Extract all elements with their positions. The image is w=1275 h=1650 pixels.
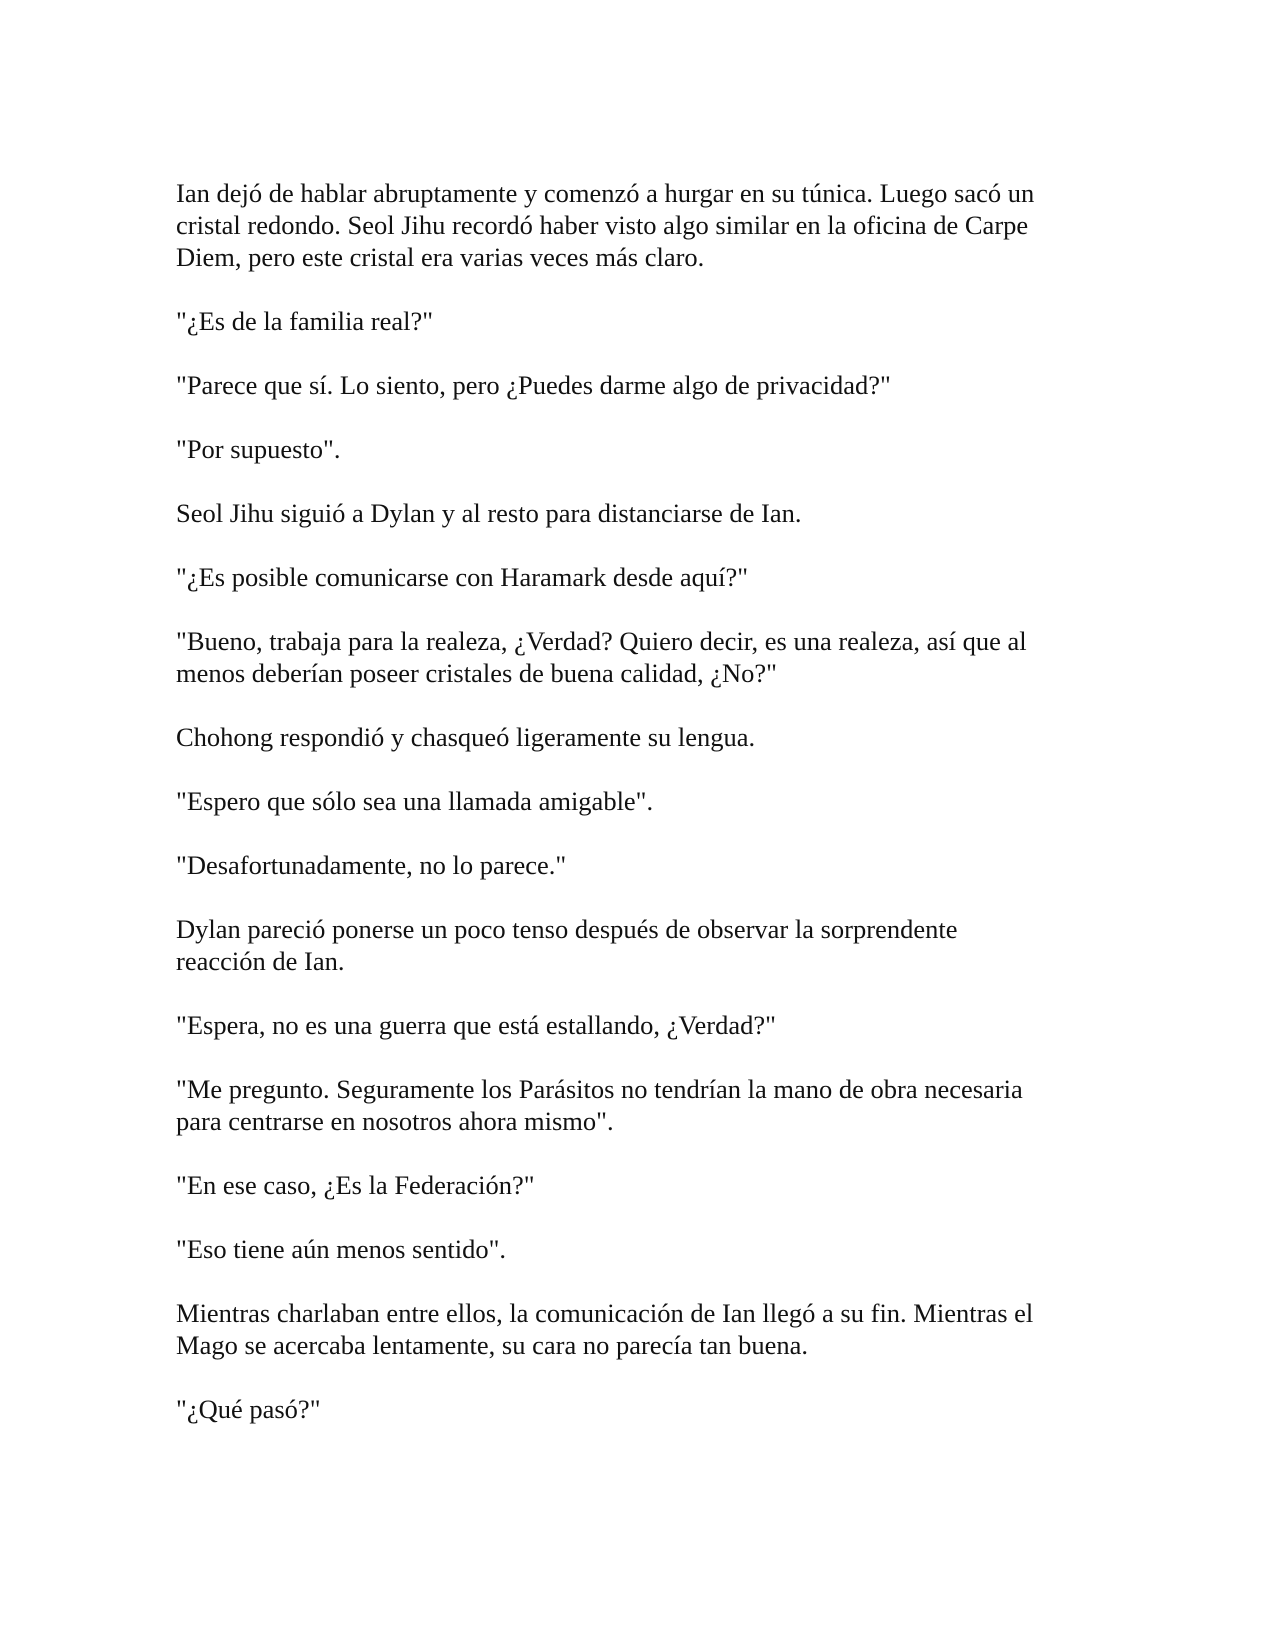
paragraph-2: "¿Es de la familia real?" xyxy=(176,306,434,336)
paragraph-15: "Eso tiene aún menos sentido". xyxy=(176,1234,507,1264)
paragraph-9: "Espero que sólo sea una llamada amigable". xyxy=(176,786,654,816)
paragraph-8: Chohong respondió y chasqueó ligeramente su lengua. xyxy=(176,722,756,752)
paragraph-7: "Bueno, trabaja para la realeza, ¿Verdad? Quiero decir, es una realeza, así que al menos deberían poseer cristales de buena calidad, ¿No?" xyxy=(176,626,1027,688)
paragraph-4: "Por supuesto". xyxy=(176,434,341,464)
paragraph-3: "Parece que sí. Lo siento, pero ¿Puedes darme algo de privacidad?" xyxy=(176,370,891,400)
paragraph-5: Seol Jihu siguió a Dylan y al resto para distanciarse de Ian. xyxy=(176,498,802,528)
paragraph-16: Mientras charlaban entre ellos, la comunicación de Ian llegó a su fin. Mientras el Mago se acercaba lentamente, su cara no parecía tan buena. xyxy=(176,1298,1034,1360)
paragraph-12: "Espera, no es una guerra que está estallando, ¿Verdad?" xyxy=(176,1010,776,1040)
paragraph-17: "¿Qué pasó?" xyxy=(176,1394,321,1424)
paragraph-10: "Desafortunadamente, no lo parece." xyxy=(176,850,567,880)
paragraph-13: "Me pregunto. Seguramente los Parásitos no tendrían la mano de obra necesaria para centrarse en nosotros ahora mismo". xyxy=(176,1074,1023,1136)
paragraph-14: "En ese caso, ¿Es la Federación?" xyxy=(176,1170,535,1200)
document-page xyxy=(176,177,1106,1457)
paragraph-6: "¿Es posible comunicarse con Haramark desde aquí?" xyxy=(176,562,749,592)
paragraph-1: Ian dejó de hablar abruptamente y comenzó a hurgar en su túnica. Luego sacó un cristal redondo. Seol Jihu recordó haber visto algo similar en la oficina de Carpe Diem, pero este cristal era varias veces más claro. xyxy=(176,178,1035,272)
paragraph-11: Dylan pareció ponerse un poco tenso después de observar la sorprendente reacción de Ian. xyxy=(176,914,958,976)
